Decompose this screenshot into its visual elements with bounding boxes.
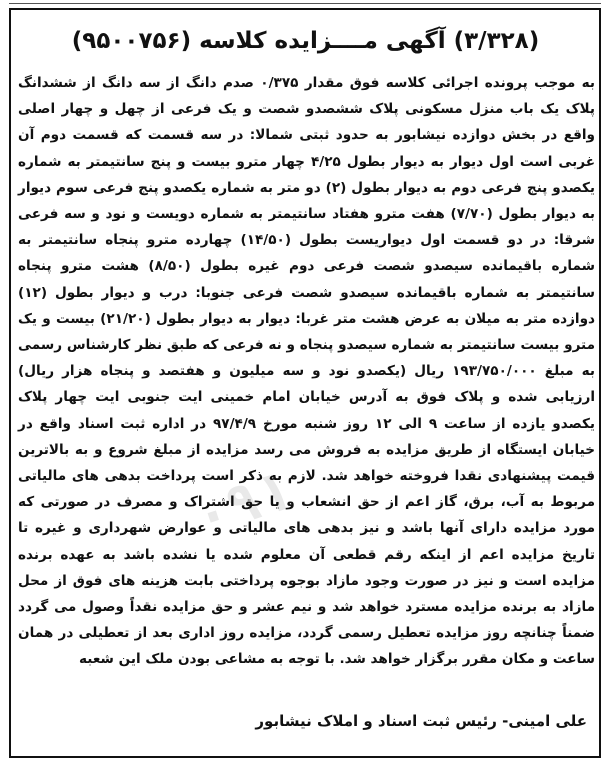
top-divider — [9, 3, 601, 4]
notice-body: به موجب پرونده اجرائی کلاسه فوق مقدار ۰/۳۷۵ صدم دانگ از سه دانگ از ششدانگ پلاک یک باب منزل مسکونی پلاک ششصدو شصت و یک فرعی از چهل و چهار اصلی واقع در بخش دوازده نیشابور به حدود ثبتی شمالا: در سه قسمت که قسمت دوم آن غربی است اول دیوار به دیوار بطول ۴/۲۵ چهار مترو بیست و پنج سانتیمتر به شماره یکصدو پنج فرعی دوم به دیوار بطول (۲) دو متر به شماره یکصدو پنج فرعی سوم دیوار به دیوار بطول (۷/۷۰) هفت مترو هفتاد سانتیمتر به شماره دویست و نود و سه فرعی شرقا: در دو قسمت اول دیواریست بطول (۱۴/۵۰) چهارده مترو پنجاه سانتیمتر به شماره باقیمانده سیصدو شصت فرعی دوم غیره بطول (۸/۵۰) هشت مترو پنجاه سانتیمتر به شماره باقیمانده سیصدو شصت فرعی جنوبا: درب و دیوار بطول (۱۲) دوازده متر به میلان به عرض هشت متر غربا: دیوار به دیوار بطول (۲۱/۲۰) بیست و یک مترو بیست سانتیمتر به شماره سیصدو پنجاه و نه فرعی که طبق نظر کارشناس رسمی به مبلغ ۱۹۳/۷۵۰/۰۰۰ ریال (یکصدو نود و سه میلیون و هفتصد و پنجاه هزار ریال) ارزیابی شده و پلاک فوق به آدرس خیابان امام خمینی ایت جنوبی ایت چهار پلاک یکصدو یازده از ساعت ۹ الی ۱۲ روز شنبه مورخ ۹۷/۴/۹ در اداره ثبت اسناد واقع در خیابان ایستگاه از طریق مزایده به فروش می رسد مزایده از مبلغ شروع و به بالاترین قیمت پیشنهادی نقدا فروخته خواهد شد. لازم به ذکر است پرداخت بدهی های مالیاتی مربوط به آب، برق، گاز اعم از حق انشعاب و یا حق اشتراک و مصرف در صورتی که مورد مزایده دارای آنها باشد و نیز بدهی های مالیاتی و عوارض شهرداری و غیره تا تاریخ مزایده اعم از اینکه رقم قطعی آن معلوم شده یا نشده باشد به عهده برنده مزایده است و نیز در صورت وجود مازاد بوجوه پرداختی بابت هزینه های فوق از محل مازاد به برنده مزایده مسترد خواهد شد و نیم عشر و حق مزایده نقداً وصول می گردد ضمناً چنانچه روز مزایده تعطیل رسمی گردد، مزایده روز اداری بعد از تعطیلی در همان ساعت و مکان مقرر برگزار خواهد شد. با توجه به مشاعی بودن ملک این شعبه — [18, 75, 596, 668]
notice-title: (۳/۳۲۸) آگهی مــــزایده کلاسه (۹۵۰۰۷۵۶) — [71, 28, 540, 54]
notice-signature: علی امینی- رئیس ثبت اسناد و املاک نیشابور — [255, 712, 587, 730]
watermark: ۰۹۱ — [187, 458, 300, 549]
